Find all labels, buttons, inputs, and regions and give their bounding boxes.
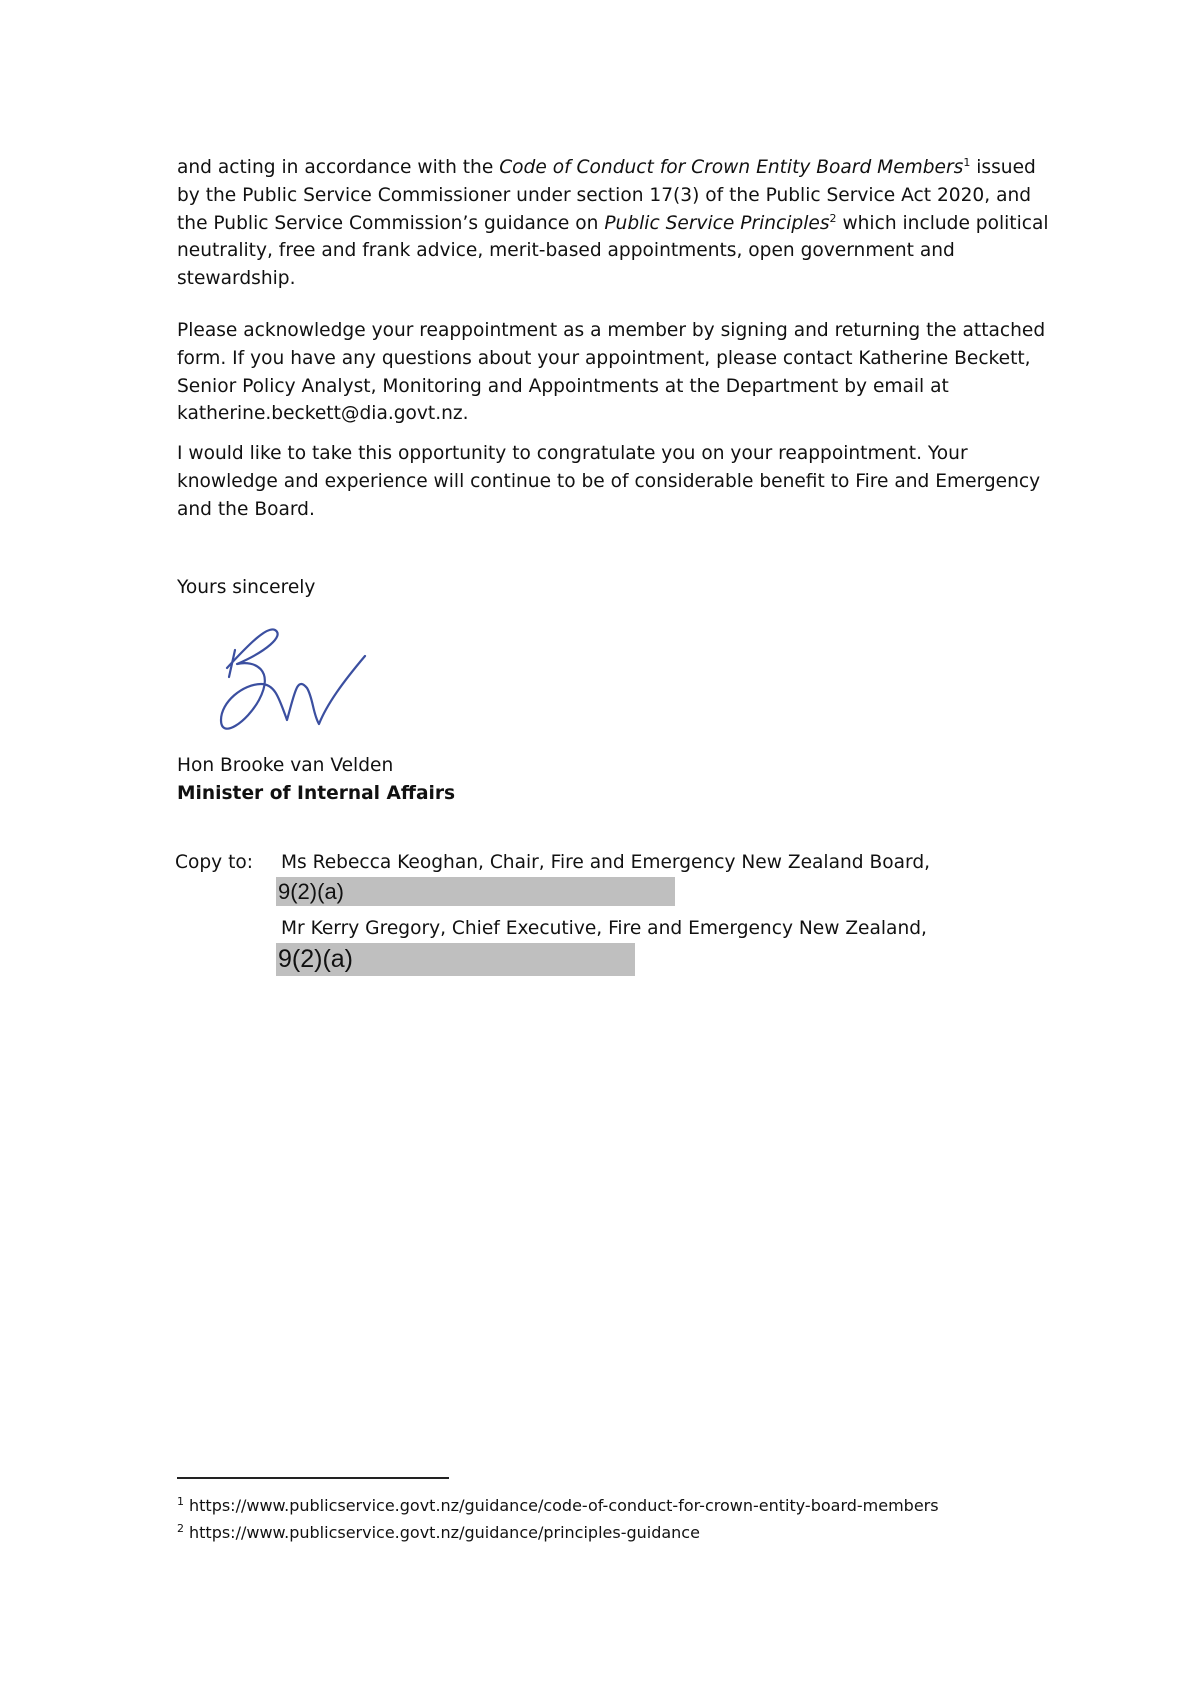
- footnote-ref-1[interactable]: 1: [963, 155, 971, 169]
- copy-recipient-chief-executive: Mr Kerry Gregory, Chief Executive, Fire and Emergency New Zealand,: [281, 918, 927, 939]
- paragraph-congratulate: I would like to take this opportunity to congratulate you on your reappointment. Your knowledge and experience will continue to be of considerable benefit to Fire and Emergency and the Board.: [177, 443, 1041, 520]
- footnote-link[interactable]: https://www.publicservice.govt.nz/guidance/principles-guidance: [189, 1523, 700, 1542]
- footnote-1: [177, 1496, 939, 1516]
- principles-title: Public Service Principles: [604, 212, 830, 234]
- p1-text-3: which include political neutrality, free and frank advice, merit-based appointments, open government and stewardship.: [177, 212, 1049, 290]
- paragraph-code-of-conduct: [177, 154, 1057, 293]
- p1-text-1: and acting in accordance with the: [177, 157, 500, 178]
- copy-to-label: Copy to:: [175, 852, 254, 873]
- copy-recipient-chair: Ms Rebecca Keoghan, Chair, Fire and Emergency New Zealand Board,: [281, 852, 931, 873]
- p1-text-2: issued by the Public Service Commissioner under section 17(3) of the Public Service Act 2020, and the Public Service Commission’s guidance on: [177, 157, 1036, 234]
- footnote-number: 2: [177, 1521, 184, 1535]
- redaction-box: 9(2)(a): [276, 877, 675, 906]
- footnote-separator: [177, 1477, 449, 1479]
- signer-title: Minister of Internal Affairs: [177, 783, 456, 804]
- code-of-conduct-title: Code of Conduct for Crown Entity Board Members: [499, 157, 964, 178]
- signature-stroke-main: [221, 629, 365, 728]
- closing-salutation: Yours sincerely: [177, 577, 316, 598]
- paragraph-acknowledge: Please acknowledge your reappointment as a member by signing and returning the attached form. If you have any questions about your appointment, please contact Katherine Beckett, Senior Policy Analyst, Monitoring and Appointments at the Department by email at katherine.beckett@dia.govt.nz.: [177, 320, 1046, 425]
- redaction-box: 9(2)(a): [276, 943, 635, 976]
- footnote-ref-2[interactable]: 2: [829, 211, 837, 225]
- footnote-link[interactable]: https://www.publicservice.govt.nz/guidance/code-of-conduct-for-crown-entity-board-members: [189, 1496, 939, 1515]
- signature-image: [215, 622, 375, 747]
- footnote-2: [177, 1523, 700, 1543]
- footnote-number: 1: [177, 1494, 184, 1508]
- signer-name: Hon Brooke van Velden: [177, 755, 394, 776]
